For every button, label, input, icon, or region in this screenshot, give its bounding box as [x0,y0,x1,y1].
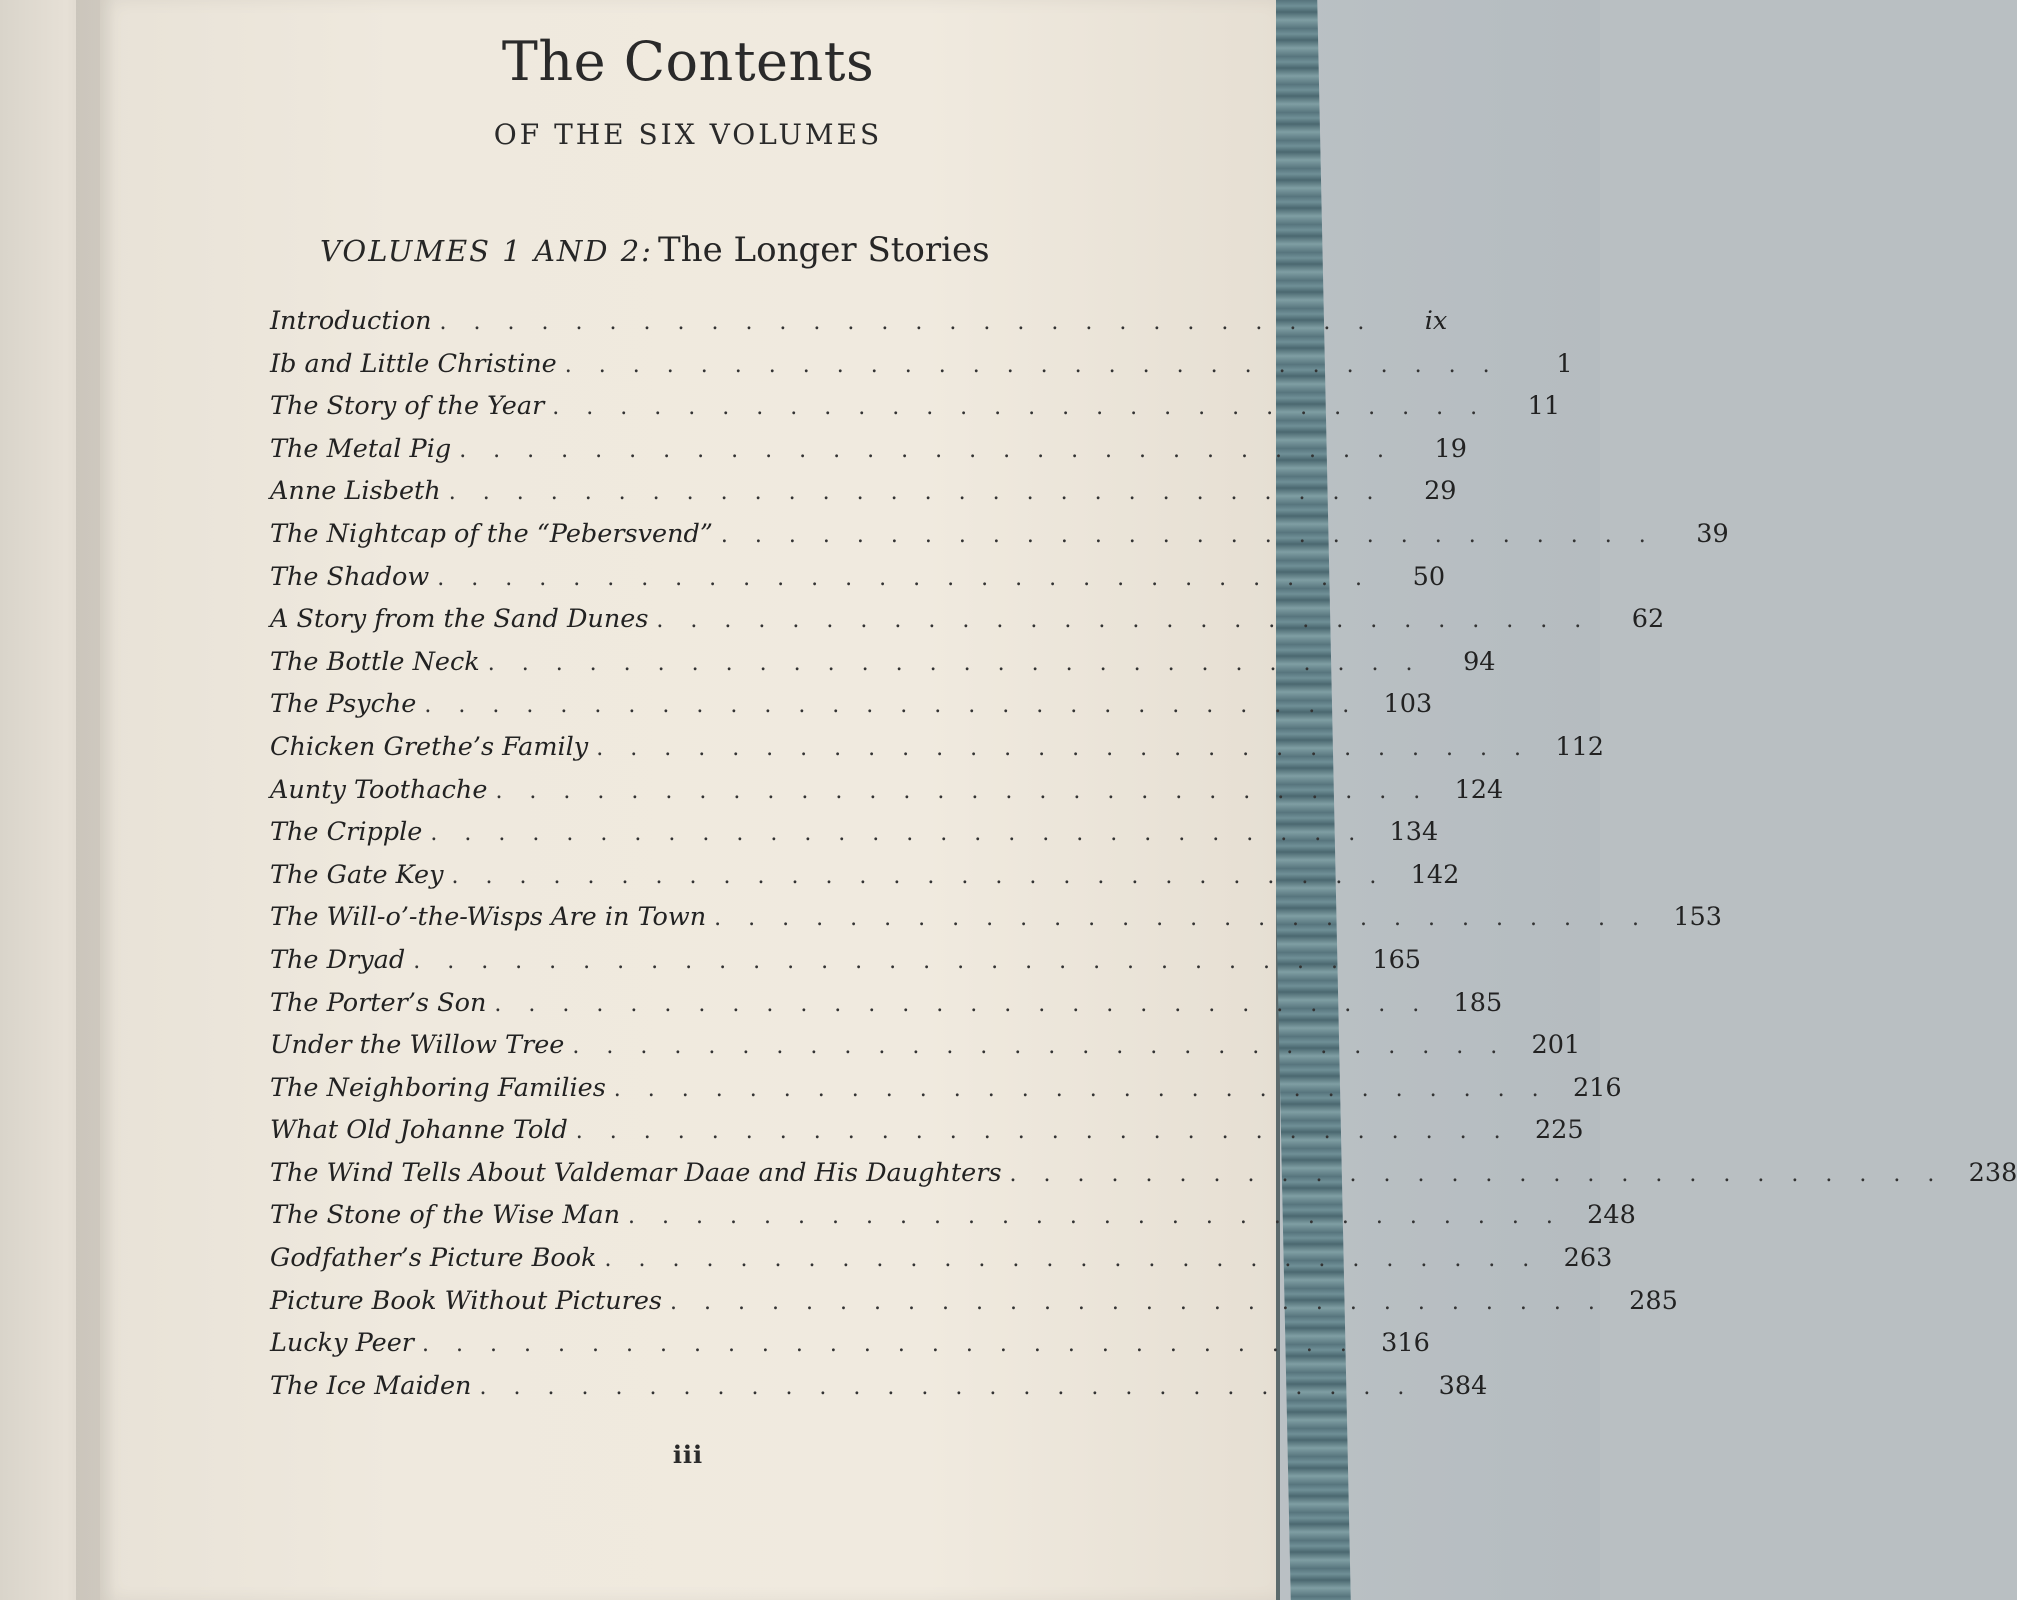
dot-leader: ............................ [628,1204,1580,1230]
toc-entry-title: Chicken Grethe’s Family [270,731,589,762]
toc-entry-page: 94 [1463,646,1496,677]
section-heading [320,230,990,270]
contents-page [100,0,2017,1600]
dot-leader: ............................ [479,1374,1432,1400]
toc-entry-title: The Dryad [270,944,406,975]
toc-entry-page: 263 [1563,1243,1613,1274]
dot-leader: ............................ [413,948,1366,974]
page-number: iii [672,1440,704,1469]
toc-entry-title: Ib and Little Christine [270,348,557,379]
toc-entry-title: The Cripple [270,817,423,848]
dot-leader: ............................ [448,480,1401,506]
toc-entry-page: 248 [1587,1200,1636,1231]
toc-entry [270,1072,1622,1116]
toc-entry-title: The Psyche [270,689,417,720]
toc-entry-page: 153 [1673,902,1722,933]
dot-leader: ............................ [437,565,1390,591]
dot-leader: ............................ [720,522,1673,548]
toc-entry-title: The Metal Pig [270,433,452,464]
toc-entry-title: What Old Johanne Told [270,1115,568,1146]
toc-entry-title: The Gate Key [270,859,444,890]
toc-entry [270,1157,2017,1201]
toc-entry [270,1285,1678,1329]
page-subtitle: OF THE SIX VOLUMES [493,118,883,151]
toc-entry-page: 103 [1383,689,1433,720]
dot-leader: ............................ [552,395,1505,421]
dot-leader: ............................ [430,821,1383,847]
dot-leader: ............................ [422,1332,1374,1358]
toc-entry-title: The Story of the Year [270,391,545,422]
toc-entry [270,1200,1636,1243]
toc-entry [270,731,1605,775]
toc-entry-page: 285 [1629,1285,1678,1316]
toc-entry [270,1370,1488,1414]
toc-entry-title: The Neighboring Families [270,1072,606,1103]
toc-entry-title: The Will-o’-the-Wisps Are in Town [270,902,707,933]
toc-entry-page: 1 [1556,348,1573,379]
toc-entry [270,987,1503,1031]
section-volumes-label: VOLUMES 1 AND 2: [320,234,653,268]
dot-leader: ............................ [451,863,1404,889]
toc-entry [270,1030,1581,1073]
toc-entry [270,1328,1430,1371]
toc-entry [270,391,1561,434]
toc-entry-page: 124 [1454,774,1504,805]
gutter-shadow [76,0,116,1600]
toc-entry-title: Anne Lisbeth [270,476,441,507]
toc-entry [270,518,1729,562]
dot-leader: ............................ [439,310,1392,335]
dot-leader: ............................ [575,1119,1528,1145]
toc-entry-page: 384 [1438,1370,1488,1401]
dot-leader: ............................ [572,1034,1525,1060]
page-title: The Contents [501,30,875,93]
toc-entry-title: Under the Willow Tree [270,1030,565,1061]
toc-entry [270,1115,1584,1158]
dot-leader: ............................ [596,735,1549,761]
dot-leader: ............................ [564,352,1517,378]
dot-leader: ............................ [1009,1161,1962,1187]
toc-entry [270,646,1496,690]
toc-entry [270,561,1446,605]
dot-leader: ............................ [495,778,1448,804]
dot-leader: ............................ [656,608,1609,634]
table-of-contents [270,306,2017,1413]
dot-leader: ............................ [714,906,1666,932]
toc-entry-page: 62 [1631,604,1665,635]
toc-entry [270,433,1467,477]
toc-entry [270,859,1460,903]
dot-leader: ............................ [494,991,1447,1017]
toc-entry [270,348,1573,392]
toc-entry [270,476,1457,519]
toc-entry-page: ix [1424,306,1448,336]
toc-entry [270,604,1665,647]
dot-leader: ............................ [604,1247,1557,1273]
dot-leader: ............................ [613,1076,1566,1102]
toc-entry-title: Introduction [270,306,432,336]
toc-entry-page: 112 [1555,731,1605,762]
toc-entry-title: Lucky Peer [270,1328,414,1359]
toc-entry-title: Picture Book Without Pictures [270,1285,663,1316]
section-title: The Longer Stories [658,230,990,270]
toc-entry [270,817,1439,860]
toc-entry [270,306,1448,349]
toc-entry-title: The Shadow [270,561,430,592]
toc-entry-page: 19 [1434,433,1467,464]
toc-entry-page: 238 [1968,1157,2017,1188]
toc-entry-title: The Nightcap of the “Pebersvend” [270,518,713,549]
dot-leader: ............................ [459,437,1411,463]
toc-entry-page: 185 [1453,987,1503,1018]
toc-entry-page: 165 [1372,944,1422,975]
toc-entry [270,689,1433,732]
toc-entry-title: The Stone of the Wise Man [270,1200,621,1231]
toc-entry-title: Godfather’s Picture Book [270,1243,597,1274]
toc-entry-page: 134 [1389,817,1439,848]
toc-entry [270,902,1722,945]
toc-entry-title: The Ice Maiden [270,1370,472,1401]
toc-entry-title: Aunty Toothache [270,774,488,805]
toc-entry-title: A Story from the Sand Dunes [270,604,649,635]
toc-entry-page: 225 [1534,1115,1584,1146]
toc-entry-page: 142 [1410,859,1460,890]
toc-entry-page: 39 [1696,518,1729,549]
toc-entry-title: The Porter’s Son [270,987,487,1018]
dot-leader: ............................ [487,650,1440,676]
dot-leader: ............................ [424,693,1377,719]
toc-entry-page: 50 [1412,561,1446,592]
toc-entry-page: 316 [1381,1328,1430,1359]
toc-entry [270,1243,1613,1286]
dot-leader: ............................ [670,1289,1622,1315]
toc-entry-page: 216 [1572,1072,1622,1103]
toc-entry [270,774,1504,818]
toc-entry-title: The Bottle Neck [270,646,480,677]
toc-entry-page: 29 [1424,476,1457,507]
toc-entry-page: 11 [1527,391,1561,422]
toc-entry [270,944,1422,988]
toc-entry-title: The Wind Tells About Valdemar Daae and His Daughters [270,1157,1002,1188]
toc-entry-page: 201 [1531,1030,1581,1061]
